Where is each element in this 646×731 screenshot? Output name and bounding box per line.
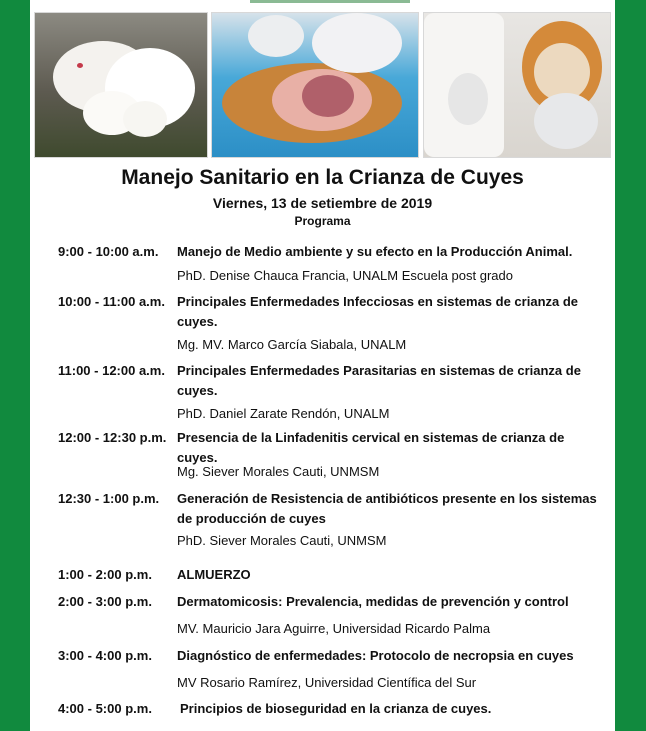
program-label: Programa	[294, 214, 351, 228]
schedule-time: 4:00 - 5:00 p.m.	[58, 701, 152, 716]
schedule-topic: Dermatomicosis: Prevalencia, medidas de prevención y control	[177, 594, 569, 609]
schedule-time: 10:00 - 11:00 a.m.	[58, 294, 165, 309]
schedule-topic: Principales Enfermedades Infecciosas en sistemas de crianza de cuyes.	[177, 294, 579, 329]
schedule-time: 11:00 - 12:00 a.m.	[58, 363, 165, 378]
schedule-time: 1:00 - 2:00 p.m.	[58, 567, 152, 582]
schedule-speaker: PhD. Daniel Zarate Rendón, UNALM	[177, 406, 390, 421]
guinea-pigs-cage-photo	[34, 12, 208, 158]
schedule-time: 3:00 - 4:00 p.m.	[58, 648, 152, 663]
schedule-speaker: MV Rosario Ramírez, Universidad Científica del Sur	[177, 675, 477, 690]
event-title: Manejo Sanitario en la Crianza de Cuyes	[121, 166, 524, 189]
schedule-topic: Generación de Resistencia de antibióticos presente en los sistemas de producción de cuyes	[177, 491, 597, 526]
schedule-topic: Principales Enfermedades Parasitarias en sistemas de crianza de cuyes.	[177, 363, 581, 398]
flyer-page	[30, 0, 615, 731]
schedule-speaker: PhD. Denise Chauca Francia, UNALM Escuela post grado	[177, 268, 513, 283]
injection-photo	[423, 12, 611, 158]
schedule-time: 12:30 - 1:00 p.m.	[58, 491, 160, 506]
schedule-speaker: Mg. Siever Morales Cauti, UNMSM	[177, 464, 380, 479]
necropsy-photo	[211, 12, 419, 158]
schedule-speaker: PhD. Siever Morales Cauti, UNMSM	[177, 533, 387, 548]
schedule-topic: Presencia de la Linfadenitis cervical en sistemas de crianza de cuyes.	[177, 430, 565, 465]
schedule-topic: Manejo de Medio ambiente y su efecto en la Producción Animal.	[177, 244, 573, 259]
schedule-speaker: MV. Mauricio Jara Aguirre, Universidad Ricardo Palma	[177, 621, 491, 636]
schedule-topic: Principios de bioseguridad en la crianza de cuyes.	[180, 701, 492, 716]
schedule-topic: Diagnóstico de enfermedades: Protocolo de necropsia en cuyes	[177, 648, 574, 663]
schedule-time: 9:00 - 10:00 a.m.	[58, 244, 159, 259]
schedule-speaker: Mg. MV. Marco García Siabala, UNALM	[177, 337, 407, 352]
top-strip	[250, 0, 410, 3]
event-date: Viernes, 13 de setiembre de 2019	[212, 195, 433, 211]
schedule-topic: ALMUERZO	[177, 567, 251, 582]
schedule-time: 12:00 - 12:30 p.m.	[58, 430, 167, 445]
schedule-time: 2:00 - 3:00 p.m.	[58, 594, 152, 609]
